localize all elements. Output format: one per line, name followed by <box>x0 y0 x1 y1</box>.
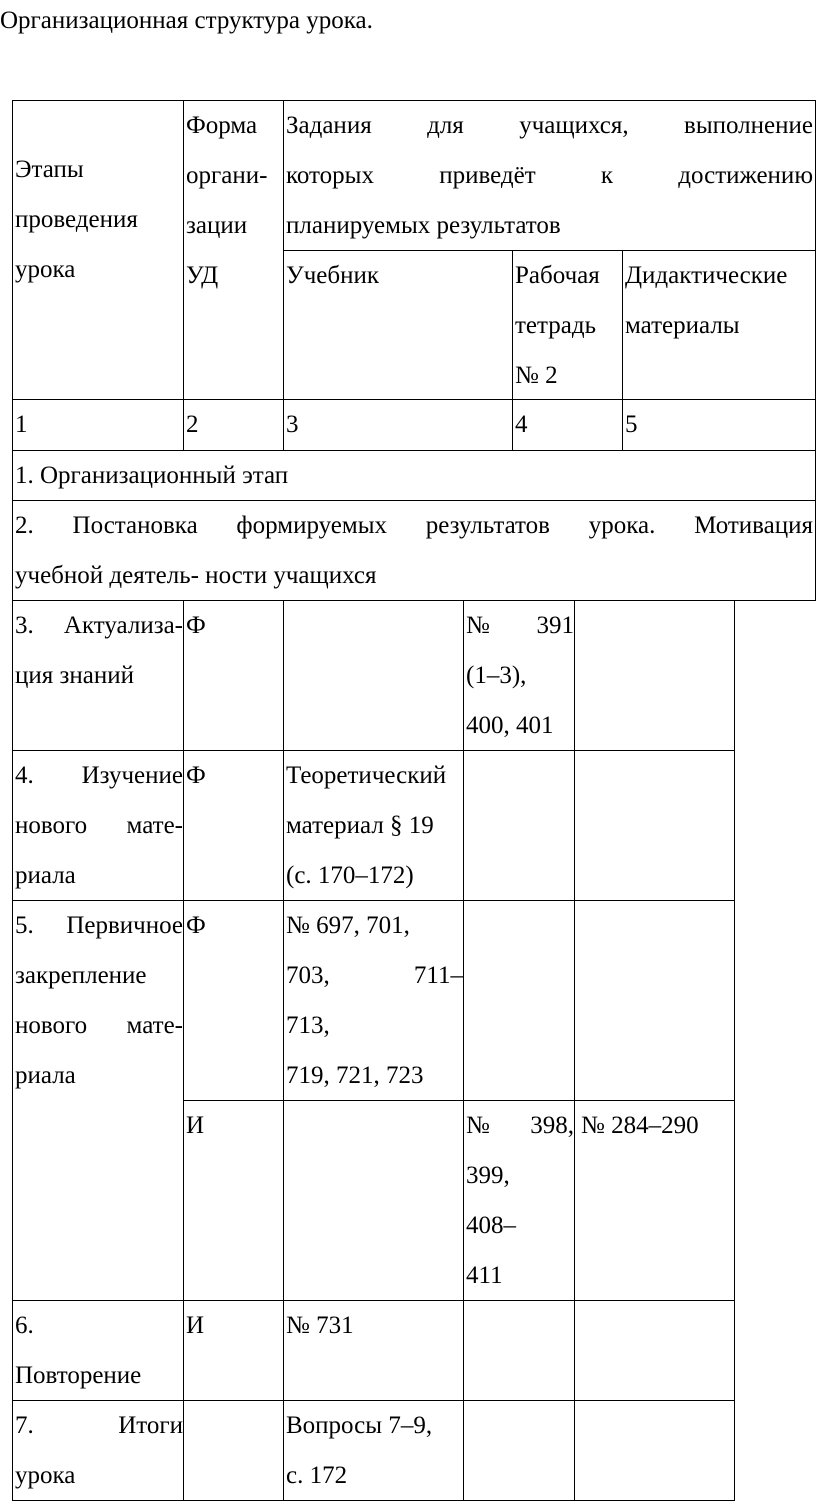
row5b-workbook-line: № 398, <box>466 1112 574 1139</box>
header-form-line: органи- <box>186 162 268 189</box>
row5b-workbook-line: 411 <box>466 1262 503 1289</box>
row6-didactic-cell <box>574 1300 735 1401</box>
number-cell-2: 2 <box>183 399 284 451</box>
header-textbook-label: Учебник <box>286 262 379 289</box>
header-tasks-cell <box>283 100 816 251</box>
header-form-line: зации <box>186 212 248 239</box>
header-workbook-line: № 2 <box>515 362 558 389</box>
row5a-workbook-cell <box>463 900 575 1101</box>
row4-textbook-line: (с. 170–172) <box>286 862 414 889</box>
row5b-didactic-cell: № 284–290 <box>574 1100 735 1301</box>
row7-textbook-cell <box>283 1400 464 1501</box>
header-form-cell <box>183 100 284 400</box>
header-tasks-line: Задания для учащихся, выполнение <box>286 112 813 139</box>
row4-stage-line: риала <box>15 862 76 889</box>
row3-textbook-cell <box>283 600 464 751</box>
row4-stage-line: нового мате- <box>15 812 183 839</box>
row5a-textbook-line: 703, 711– <box>286 962 463 989</box>
row6-stage-line: Повторение <box>15 1362 142 1389</box>
row5b-form-cell: И <box>183 1100 284 1301</box>
row5a-didactic-cell <box>574 900 735 1101</box>
row3-workbook-cell <box>463 600 575 751</box>
stage-2-row <box>12 500 816 601</box>
row4-didactic-cell <box>574 750 735 901</box>
row4-textbook-line: Теоретический <box>286 762 447 789</box>
row5a-textbook-line: 713, <box>286 1012 330 1039</box>
header-textbook-cell <box>283 250 513 400</box>
header-stages-line: проведения <box>15 206 138 233</box>
row6-stage-line: 6. <box>15 1312 34 1339</box>
row6-form-cell: И <box>183 1300 284 1401</box>
header-tasks-line: планируемых результатов <box>286 212 561 239</box>
header-didactic-line: Дидактические <box>625 262 788 289</box>
row3-stage-line: ция знаний <box>15 662 134 689</box>
row5a-form-cell: Ф <box>183 900 284 1101</box>
row5a-textbook-line: 719, 721, 723 <box>286 1062 424 1089</box>
page-title: Организационная структура урока. <box>0 7 373 34</box>
row3-workbook-line: 400, 401 <box>466 712 554 739</box>
row7-textbook-line: с. 172 <box>286 1462 348 1489</box>
row7-workbook-cell <box>463 1400 575 1501</box>
row5-stage-line: нового мате- <box>15 1012 183 1039</box>
row5-stage-cell <box>12 900 184 1301</box>
header-didactic-cell <box>622 250 816 400</box>
header-workbook-cell <box>512 250 623 400</box>
row7-stage-cell <box>12 1400 184 1501</box>
row3-form-cell: Ф <box>183 600 284 751</box>
stage-2-line: учебной деятель- ности учащихся <box>15 562 377 589</box>
header-workbook-line: тетрадь <box>515 312 596 339</box>
row5b-workbook-line: 399, <box>466 1162 510 1189</box>
header-form-line: Форма <box>186 112 258 139</box>
header-workbook-line: Рабочая <box>515 262 600 289</box>
header-didactic-line: материалы <box>625 312 740 339</box>
row5-stage-line: риала <box>15 1062 76 1089</box>
number-cell-3: 3 <box>283 399 513 451</box>
stage-1-row: 1. Организационный этап <box>12 450 816 501</box>
number-cell-5: 5 <box>622 399 816 451</box>
row5a-textbook-line: № 697, 701, <box>286 912 410 939</box>
row7-stage-line: урока <box>15 1462 76 1489</box>
row4-textbook-line: материал § 19 <box>286 812 434 839</box>
number-cell-4: 4 <box>512 399 623 451</box>
row4-form-cell: Ф <box>183 750 284 901</box>
row4-textbook-cell <box>283 750 464 901</box>
row6-workbook-cell <box>463 1300 575 1401</box>
stage-2-line: 2. Постановка формируемых результатов урока. Мотивация <box>15 512 813 539</box>
row5-stage-line: закрепление <box>15 962 147 989</box>
header-form-line: УД <box>186 262 219 289</box>
header-stages-line: урока <box>15 256 76 283</box>
row4-workbook-cell <box>463 750 575 901</box>
header-stages-cell <box>12 100 184 400</box>
row7-didactic-cell <box>574 1400 735 1501</box>
row3-didactic-cell <box>574 600 735 751</box>
row5-stage-line: 5. Первичное <box>15 912 183 939</box>
row6-stage-cell <box>12 1300 184 1401</box>
row6-textbook-cell: № 731 <box>283 1300 464 1401</box>
row4-stage-cell <box>12 750 184 901</box>
row3-workbook-line: (1–3), <box>466 662 527 689</box>
row3-stage-line: 3. Актуализа- <box>15 612 183 639</box>
row7-stage-line: 7. Итоги <box>15 1412 183 1439</box>
row7-form-cell <box>183 1400 284 1501</box>
row3-workbook-line: № 391 <box>466 612 574 639</box>
header-tasks-line: которых приведёт к достижению <box>286 162 813 189</box>
row7-textbook-line: Вопросы 7–9, <box>286 1412 433 1439</box>
row4-stage-line: 4. Изучение <box>15 762 183 789</box>
header-stages-line: Этапы <box>15 156 84 183</box>
row3-stage-cell <box>12 600 184 751</box>
row5a-textbook-cell <box>283 900 464 1101</box>
row5b-workbook-line: 408– <box>466 1212 516 1239</box>
number-cell-1: 1 <box>12 399 184 451</box>
row5b-workbook-cell <box>463 1100 575 1301</box>
row5b-textbook-cell <box>283 1100 464 1301</box>
